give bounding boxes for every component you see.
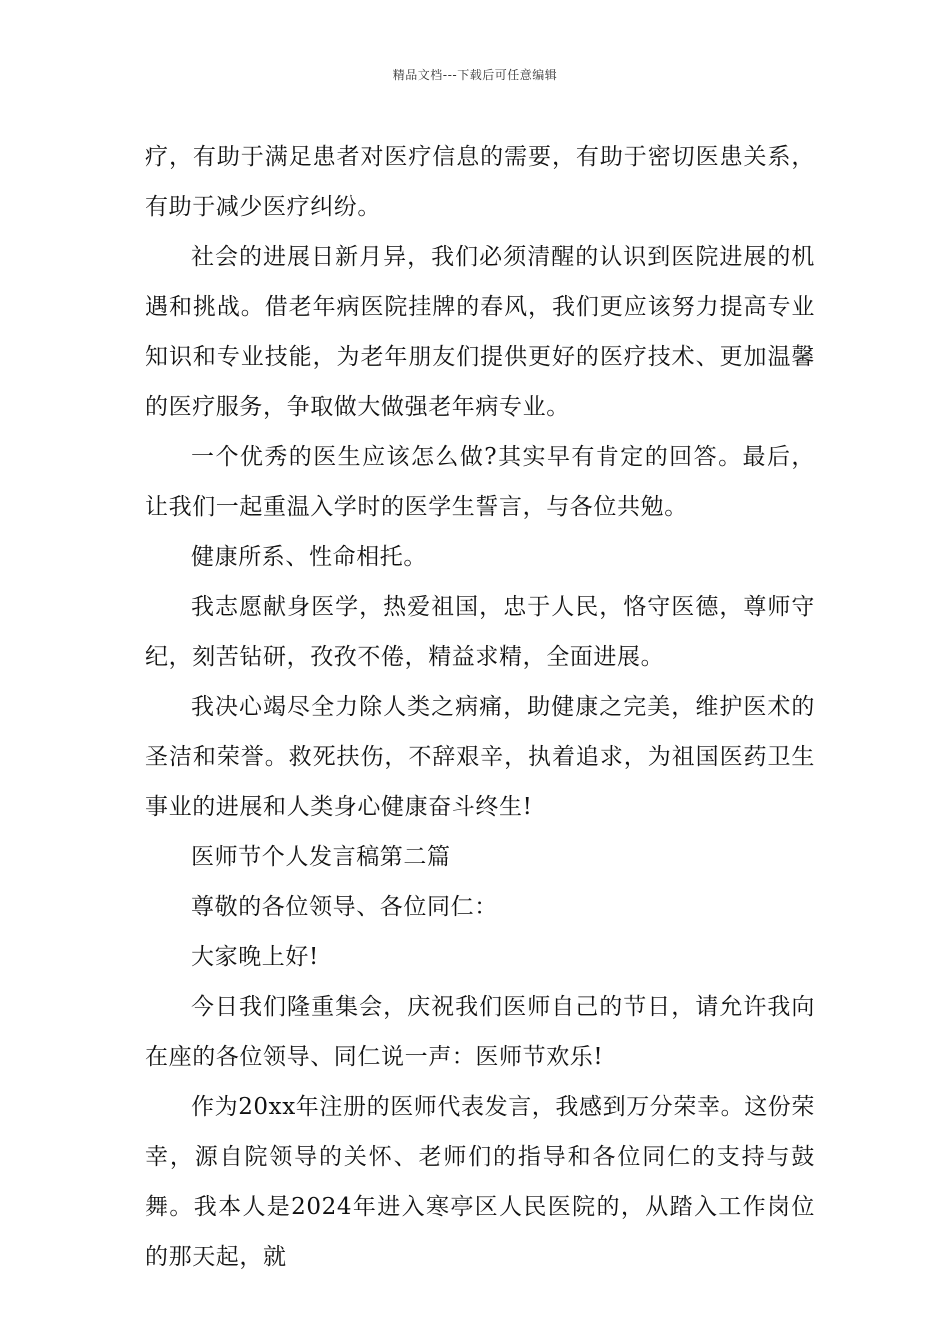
document-body bbox=[145, 132, 815, 1282]
paragraph: 我志愿献身医学，热爱祖国，忠于人民，恪守医德，尊师守纪，刻苦钻研，孜孜不倦，精益求精，全面进展。 bbox=[145, 594, 815, 670]
paragraph: 社会的进展日新月异，我们必须清醒的认识到医院进展的机遇和挑战。借老年病医院挂牌的春风，我们更应该努力提高专业知识和专业技能，为老年朋友们提供更好的医疗技术、更加温馨的医疗服务，争取做大做强老年病专业。 bbox=[145, 244, 815, 420]
section-heading: 医师节个人发言稿第二篇 bbox=[191, 844, 451, 870]
paragraph: 疗，有助于满足患者对医疗信息的需要，有助于密切医患关系，有助于减少医疗纠纷。 bbox=[145, 144, 815, 220]
paragraph: 我决心竭尽全力除人类之病痛，助健康之完美，维护医术的圣洁和荣誉。救死扶伤，不辞艰辛，执着追求，为祖国医药卫生事业的进展和人类身心健康奋斗终生! bbox=[145, 694, 815, 820]
page-header: 精品文档---下载后可任意编辑 bbox=[392, 68, 558, 82]
paragraph: 作为20xx年注册的医师代表发言，我感到万分荣幸。这份荣幸，源自院领导的关怀、老师们的指导和各位同仁的支持与鼓舞。我本人是2024年进入寒亭区人民医院的，从踏入工作岗位的那天起，就 bbox=[145, 1094, 816, 1270]
salutation: 尊敬的各位领导、各位同仁： bbox=[191, 894, 498, 920]
paragraph: 健康所系、性命相托。 bbox=[191, 544, 427, 570]
greeting: 大家晚上好! bbox=[191, 944, 319, 970]
paragraph: 一个优秀的医生应该怎么做?其实早有肯定的回答。最后，让我们一起重温入学时的医学生誓言，与各位共勉。 bbox=[145, 444, 815, 520]
paragraph: 今日我们隆重集会，庆祝我们医师自己的节日，请允许我向在座的各位领导、同仁说一声：医师节欢乐! bbox=[145, 994, 815, 1070]
